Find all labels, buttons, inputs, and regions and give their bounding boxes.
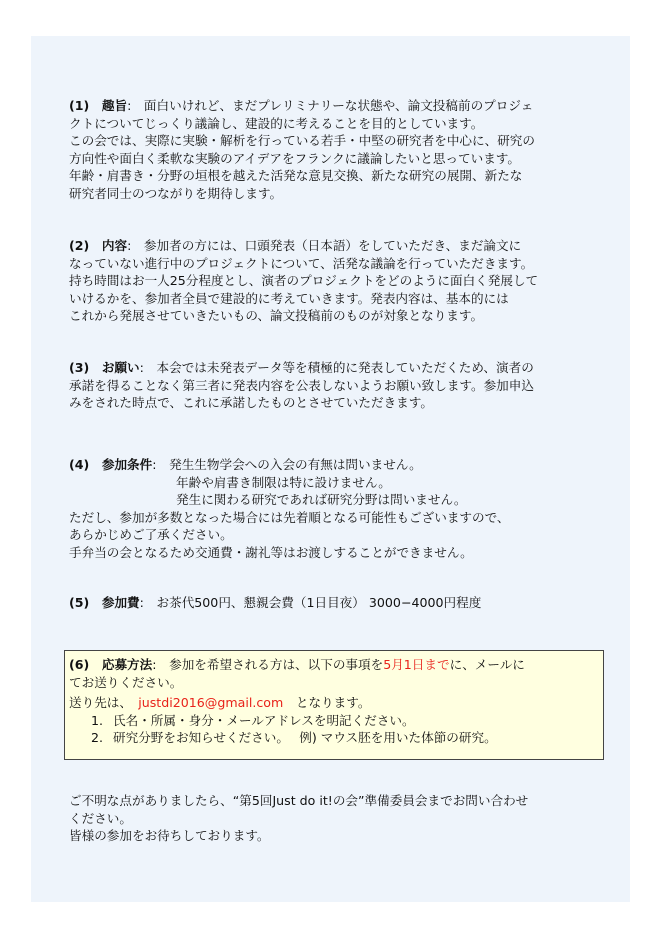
- section-text: 参加者の方には、口頭発表（日本語）をしていただき、まだ論文に: [143, 238, 522, 253]
- section-text: この会では、実際に実験・解析を行っている若手・中堅の研究者を中心に、研究の: [69, 133, 535, 148]
- section-request: (3) お願い: 本会では未発表データ等を積極的に発表していただくため、演者の 承諾を得ることなく第三者に発表内容を公表しないようお願い致します。参加申込 みをされた時点で、これに承諾したものとさせていただきます。: [69, 359, 619, 412]
- section-text: 研究者同士のつながりを期待します。: [69, 185, 283, 201]
- section-text: 手弁当の会となるため交通費・謝礼等はお渡しすることができません。: [69, 544, 473, 560]
- section-text: お茶代500円、懇親会費（1日目夜） 3000−4000円程度: [156, 595, 482, 610]
- section-text: ください。: [69, 810, 132, 826]
- section-text: 発生生物学会への入会の有無は問いません。: [169, 457, 422, 472]
- section-text: 皆様の参加をお待ちしております。: [69, 828, 270, 843]
- section-text: ご不明な点がありましたら、“第5回Just do it!の会”準備委員会までお問い合わせ: [69, 793, 529, 808]
- section-text: なっていない進行中のプロジェクトについて、活発な議論を行っていただきます。: [69, 255, 534, 271]
- section-text: 年齢や肩書き制限は特に設けません。: [176, 474, 391, 490]
- closing-note: [69, 792, 619, 845]
- list-item: 2. 研究分野をお知らせください。 例) マウス胚を用いた体節の研究。: [91, 730, 497, 745]
- section-text: これから発展させていきたいもの、論文投稿前のものが対象となります。: [69, 308, 484, 323]
- section-heading: (5) 参加費: [69, 595, 140, 610]
- section-conditions: (4) 参加条件: 発生生物学会への入会の有無は問いません。 年齢や肩書き制限は特に設けません。 発生に関わる研究であれば研究分野は問いません。 ただし、参加が多数となった場合には先着順となる可能性もございますので、 あらかじめご了承ください。 手弁当の会となるため交通費・謝礼等はお渡しすることができません。: [69, 456, 619, 561]
- section-purpose: (1) 趣旨: 面白いけれど、まだプレリミナリーな状態や、論文投稿前のプロジェ クトについてじっくり議論し、建設的に考えることを目的としています。 この会では、実際に実験・解析を行っている若手・中堅の研究者を中心に、研究の 方向性や面白く柔軟な実験のアイデアをフランクに議論したいと思っています。 年齢・肩書き・分野の垣根を越えた活発な意見交換、新たな研究の展開、新たな 研究者同士のつながりを期待します。: [69, 97, 619, 202]
- section-text: 方向性や面白く柔軟な実験のアイデアをフランクに議論したいと思っています。: [69, 150, 520, 166]
- section-text: てお送りください。: [69, 674, 183, 690]
- section-heading: (4) 参加条件: [69, 457, 153, 472]
- section-text: あらかじめご了承ください。: [69, 527, 233, 542]
- section-text: 面白いけれど、まだプレリミナリーな状態や、論文投稿前のプロジェ: [143, 98, 534, 113]
- section-text: 発生に関わる研究であれば研究分野は問いません。: [176, 492, 467, 507]
- section-text: 持ち時間はお一人25分程度とし、演者のプロジェクトをどのように面白く発展して: [69, 273, 539, 288]
- section-text: 年齢・肩書き・分野の垣根を越えた活発な意見交換、新たな研究の展開、新たな: [69, 168, 523, 183]
- section-text: 本会では未発表データ等を積極的に発表していただくため、演者の: [156, 360, 534, 375]
- section-text: みをされた時点で、これに承諾したものとさせていただきます。: [69, 395, 433, 410]
- email-link[interactable]: justdi2016@gmail.com: [138, 695, 284, 710]
- section-fee: (5) 参加費: お茶代500円、懇親会費（1日目夜） 3000−4000円程度: [69, 595, 482, 610]
- deadline-text: 5月1日まで: [383, 657, 450, 672]
- section-heading: (1) 趣旨: [69, 98, 128, 113]
- section-text: いけるかを、参加者全員で建設的に考えていきます。発表内容は、基本的には: [69, 290, 509, 306]
- section-heading: (2) 内容: [69, 238, 128, 253]
- section-text: ただし、参加が多数となった場合には先着順となる可能性もございますので、: [69, 509, 510, 525]
- list-item: 1. 氏名・所属・身分・メールアドレスを明記ください。: [91, 712, 415, 728]
- section-text: 承諾を得ることなく第三者に発表内容を公表しないようお願い致します。参加申込: [69, 377, 534, 393]
- section-content: (2) 内容: 参加者の方には、口頭発表（日本語）をしていただき、まだ論文に なっていない進行中のプロジェクトについて、活発な議論を行っていただきます。 持ち時間はお一人25分程度とし、演者のプロジェクトをどのように面白く発展して いけるかを、参加者全員で建設的に考えていきます。発表内容は、基本的には これから発展させていきたいもの、論文投稿前のものが対象となります。: [69, 237, 619, 325]
- section-heading: (6) 応募方法: [69, 657, 153, 672]
- section-heading: (3) お願い: [69, 360, 140, 375]
- section-application: (6) 応募方法: 参加を希望される方は、以下の事項を5月1日までに、メールに てお送りください。 送り先は、 justdi2016@gmail.com となります。 1. 氏名・所属・身分・メールアドレスを明記ください。 2. 研究分野をお知らせください。 例) マウス胚を用いた体節の研究。: [69, 656, 619, 747]
- section-text: クトについてじっくり議論し、建設的に考えることを目的としています。: [69, 115, 484, 131]
